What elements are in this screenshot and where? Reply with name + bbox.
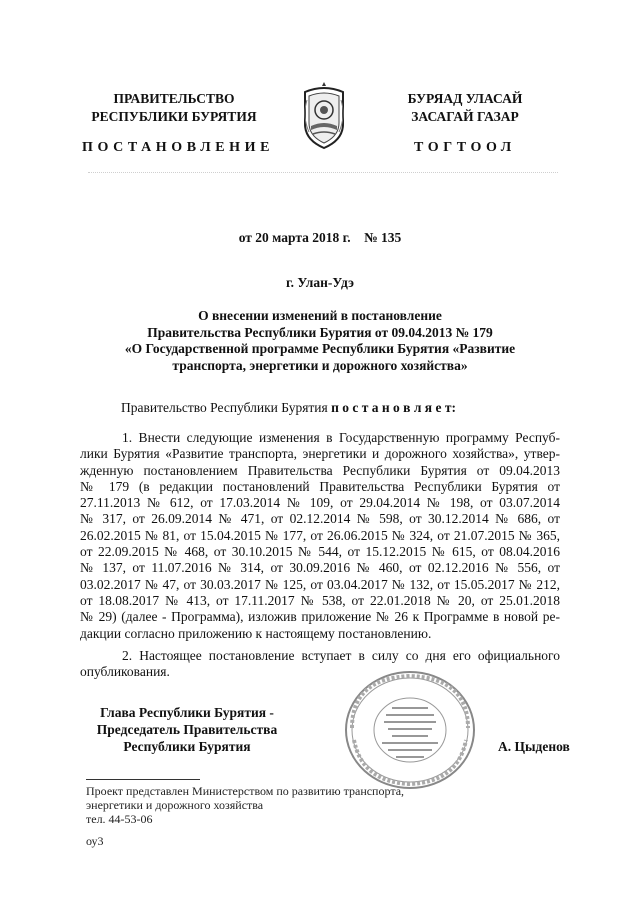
- signature-line: Председатель Правительства: [96, 722, 278, 737]
- paragraph-line: от 18.08.2017 № 413, от 17.11.2017 № 538, от 22.01.2018 № 20, от 25.01.2018: [80, 592, 560, 608]
- footer-divider: [86, 779, 200, 780]
- signatory-name: А. Цыденов: [498, 739, 570, 754]
- paragraph-line: 27.11.2013 № 612, от 17.03.2014 № 109, от 29.04.2014 № 198, от 03.07.2014: [80, 495, 560, 511]
- official-seal: [332, 668, 492, 792]
- signature-line: Республики Бурятия: [123, 739, 251, 754]
- paragraph-line: № 137, от 11.07.2016 № 314, от 30.09.2016 № 460, от 02.12.2016 № 556, от: [80, 560, 560, 576]
- paragraph-line: от 22.09.2015 № 468, от 30.10.2015 № 544, от 15.12.2015 № 615, от 08.04.2016: [80, 544, 560, 560]
- paragraph-line: дакции согласно приложению к настоящему постановлению.: [80, 625, 432, 641]
- city: г. Улан-Удэ: [286, 275, 354, 290]
- title-line: «О Государственной программе Республики Бурятия «Развитие: [124, 341, 516, 356]
- paragraph-line: № 317, от 26.09.2014 № 471, от 02.12.2014 № 598, от 30.12.2014 № 686, от: [80, 511, 560, 527]
- header-right: [378, 90, 552, 126]
- gov-name-bur-line1: БУРЯАД УЛАСАЙ: [407, 91, 523, 106]
- gov-name-bur-line2: ЗАСАГАЙ ГАЗАР: [411, 109, 519, 124]
- paragraph-line: 03.02.2017 № 47, от 30.03.2017 № 125, от 03.04.2017 № 132, от 15.05.2017 № 212,: [80, 576, 560, 592]
- gov-name-line1: ПРАВИТЕЛЬСТВО: [113, 91, 235, 106]
- title-line: Правительства Республики Бурятия от 09.04.2013 № 179: [147, 324, 493, 340]
- paragraph-1: [80, 430, 560, 642]
- signature-title: [80, 704, 294, 755]
- title-line: транспорта, энергетики и дорожного хозяйства»: [172, 357, 468, 373]
- gov-name-line2: РЕСПУБЛИКИ БУРЯТИЯ: [91, 109, 257, 124]
- document-title: [80, 308, 560, 374]
- intro-emph: п о с т а н о в л я е т:: [331, 400, 456, 415]
- paragraph-line: 1. Внести следующие изменения в Государственную программу Респуб-: [122, 430, 560, 445]
- paragraph-line: опубликования.: [80, 664, 170, 680]
- intro: [121, 400, 456, 416]
- footer-line: энергетики и дорожного хозяйства: [86, 798, 264, 812]
- header-divider: [88, 172, 558, 173]
- footer-code: оу3: [86, 834, 104, 848]
- date-number: от 20 марта 2018 г. № 135: [238, 230, 402, 245]
- paragraph-line: лики Бурятия «Развитие транспорта, энергетики и дорожного хозяйства», утвер-: [80, 446, 560, 462]
- intro-text: Правительство Республики Бурятия: [121, 400, 332, 415]
- footer-line: Проект представлен Министерством по развитию транспорта,: [86, 784, 405, 798]
- doc-type-right: ТОГТООЛ: [414, 140, 516, 155]
- footer-note: [86, 784, 404, 826]
- doc-type-left: ПОСТАНОВЛЕНИЕ: [82, 140, 275, 155]
- paragraph-line: № 179 (в редакции постановлений Правительства Республики Бурятия от: [80, 478, 560, 494]
- header-left: [78, 90, 270, 126]
- paragraph-line: жденную постановлением Правительства Республики Бурятия от 09.04.2013: [80, 462, 560, 478]
- signature-line: Глава Республики Бурятия -: [100, 705, 274, 720]
- paragraph-line: 26.02.2015 № 81, от 15.04.2015 № 177, от 26.06.2015 № 324, от 21.07.2015 № 365,: [80, 527, 560, 543]
- title-line: О внесении изменений в постановление: [198, 308, 442, 323]
- paragraph-line: № 29) (далее - Программа), изложив приложение № 26 к Программе в новой ре-: [80, 609, 560, 625]
- emblem-icon: [299, 80, 349, 152]
- footer-line: тел. 44-53-06: [86, 812, 153, 826]
- paragraph-line: 2. Настоящее постановление вступает в силу со дня его официального: [122, 648, 560, 663]
